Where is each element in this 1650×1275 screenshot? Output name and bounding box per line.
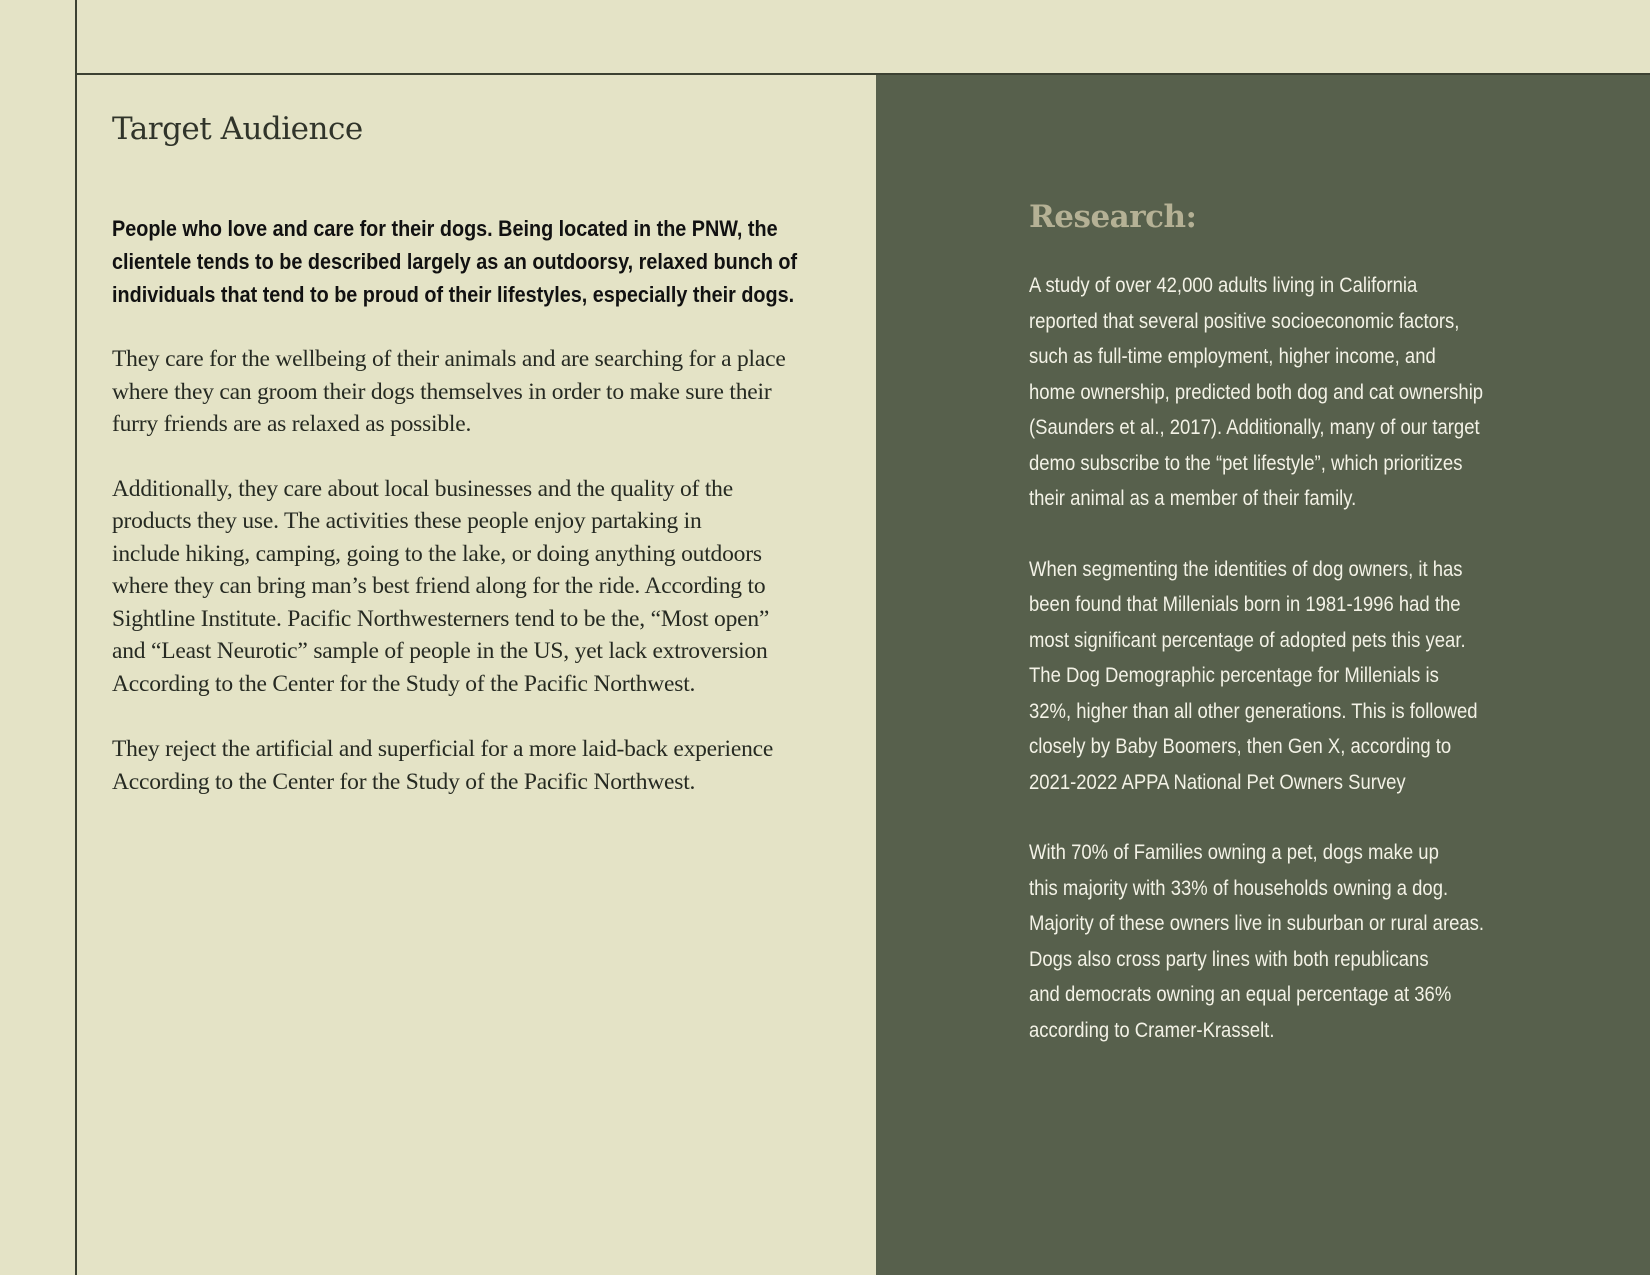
research-line: such as full-time employment, higher income, and — [1029, 345, 1436, 368]
research-section — [1029, 75, 1589, 1048]
paragraph-line: According to the Center for the Study of the Pacific Northwest. — [112, 670, 696, 697]
paragraph-line: According to the Center for the Study of the Pacific Northwest. — [112, 768, 696, 795]
research-line: 2021-2022 APPA National Pet Owners Survey — [1029, 770, 1406, 794]
research-line: home ownership, predicted both dog and cat ownership — [1029, 380, 1484, 404]
lead-line: individuals that tend to be proud of their lifestyles, especially their dogs. — [112, 282, 795, 307]
research-line: their animal as a member of their family. — [1029, 487, 1357, 510]
research-line: reported that several positive socioeconomic factors, — [1029, 309, 1460, 333]
research-line: A study of over 42,000 adults living in California — [1029, 274, 1418, 297]
paragraph-line: products they use. The activities these people enjoy partaking in — [112, 508, 702, 534]
research-line: most significant percentage of adopted pets this year. — [1029, 628, 1466, 652]
research-line: The Dog Demographic percentage for Millenials is — [1029, 664, 1439, 687]
left-margin-rule — [75, 0, 77, 1275]
research-line: demo subscribe to the “pet lifestyle”, which prioritizes — [1029, 451, 1463, 475]
research-line: and democrats owning an equal percentage at 36% — [1029, 983, 1452, 1006]
lead-line: clientele tends to be described largely as an outdoorsy, relaxed bunch of — [112, 249, 798, 274]
audience-paragraph-2 — [112, 473, 832, 701]
paragraph-line: include hiking, camping, going to the lake, or doing anything outdoors — [112, 540, 762, 567]
lead-paragraph — [112, 212, 832, 311]
research-paragraph-2 — [1029, 552, 1522, 801]
paragraph-line: Sightline Institute. Pacific Northwesterners tend to be the, “Most open” — [112, 605, 770, 632]
research-line: (Saunders et al., 2017). Additionally, many of our target — [1029, 416, 1480, 439]
page-title: Target Audience — [112, 111, 363, 147]
paragraph-line: furry friends are as relaxed as possible. — [112, 411, 472, 437]
paragraph-line: where they can groom their dogs themselves in order to make sure their — [112, 378, 772, 405]
research-line: Majority of these owners live in suburban or rural areas. — [1029, 912, 1485, 935]
target-audience-section — [112, 75, 832, 798]
research-line: Dogs also cross party lines with both republicans — [1029, 947, 1429, 971]
research-line: been found that Millenials born in 1981-1996 had the — [1029, 593, 1461, 616]
paragraph-line: Additionally, they care about local businesses and the quality of the — [112, 475, 733, 502]
research-paragraph-1 — [1029, 268, 1522, 517]
research-line: When segmenting the identities of dog owners, it has — [1029, 557, 1463, 581]
paragraph-line: They reject the artificial and superficial for a more laid-back experience — [112, 736, 774, 762]
research-line: 32%, higher than all other generations. This is followed — [1029, 699, 1478, 723]
research-line: according to Cramer-Krasselt. — [1029, 1018, 1275, 1042]
research-paragraph-3 — [1029, 835, 1522, 1048]
audience-paragraph-1 — [112, 343, 832, 441]
research-line: this majority with 33% of households owning a dog. — [1029, 876, 1449, 900]
research-line: With 70% of Families owning a pet, dogs make up — [1029, 841, 1439, 864]
paragraph-line: They care for the wellbeing of their animals and are searching for a place — [112, 346, 786, 372]
audience-paragraph-3 — [112, 733, 832, 798]
paragraph-line: where they can bring man’s best friend along for the ride. According to — [112, 573, 766, 599]
research-heading: Research: — [1029, 199, 1197, 235]
paragraph-line: and “Least Neurotic” sample of people in the US, yet lack extroversion — [112, 638, 768, 664]
lead-line: People who love and care for their dogs. Being located in the PNW, the — [112, 216, 778, 241]
research-line: closely by Baby Boomers, then Gen X, according to — [1029, 735, 1452, 758]
